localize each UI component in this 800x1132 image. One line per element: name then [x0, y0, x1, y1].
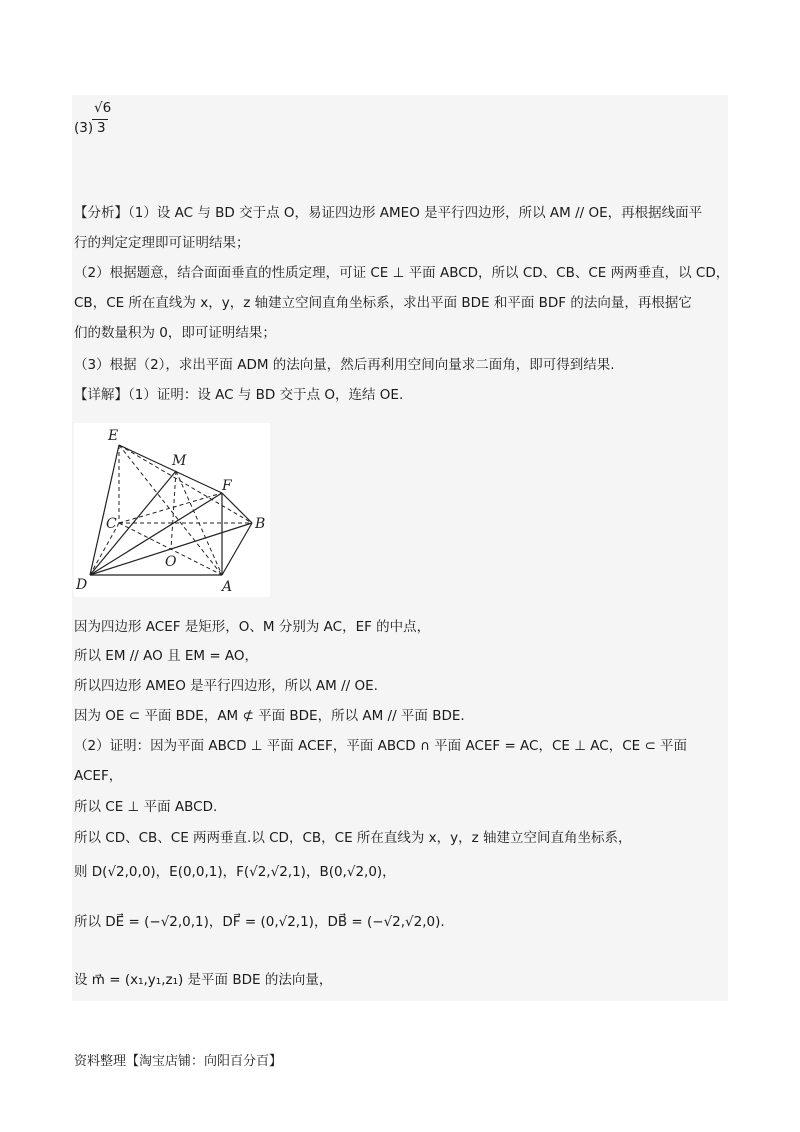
label-C: C	[106, 516, 117, 532]
label-O: O	[165, 554, 177, 570]
label-E: E	[108, 428, 119, 444]
label-M: M	[172, 453, 187, 469]
answer-3-label: (3)	[74, 120, 94, 136]
geometry-figure	[74, 423, 270, 597]
label-F: F	[222, 478, 232, 494]
detail-line-3: 所以 EM // AO 且 EM = AO，	[74, 648, 259, 664]
detail-line-10: 则 D(√2,0,0)，E(0,0,1)，F(√2,√2,1)，B(0,√2,0)，	[74, 864, 396, 880]
detail-line-7: ACEF，	[74, 768, 123, 784]
detail-line-2: 因为四边形 ACEF 是矩形，O、M 分别为 AC，EF 的中点，	[74, 619, 431, 635]
detail-line-8: 所以 CE ⊥ 平面 ABCD.	[74, 799, 218, 815]
detail-line-4: 所以四边形 AMEO 是平行四边形，所以 AM // OE.	[74, 678, 378, 694]
detail-line-1: 【详解】（1）证明：设 AC 与 BD 交于点 O，连结 OE.	[74, 387, 404, 403]
detail-line-6: （2）证明：因为平面 ABCD ⊥ 平面 ACEF，平面 ABCD ∩ 平面 ACEF = AC，CE ⊥ AC，CE ⊂ 平面	[74, 738, 688, 754]
solid-diagram	[74, 423, 270, 597]
label-D: D	[76, 577, 88, 593]
analysis-line-1: 【分析】（1）设 AC 与 BD 交于点 O，易证四边形 AMEO 是平行四边形，所以 AM // OE，再根据线面平	[74, 205, 703, 221]
analysis-line-4: CB，CE 所在直线为 x，y，z 轴建立空间直角坐标系，求出平面 BDE 和平面 BDF 的法向量，再根据它	[74, 295, 692, 311]
detail-line-12: 设 m⃗ = (x₁,y₁,z₁) 是平面 BDE 的法向量，	[74, 972, 333, 988]
footer-source: 资料整理【淘宝店铺：向阳百分百】	[74, 1054, 283, 1069]
detail-line-9: 所以 CD、CB、CE 两两垂直.以 CD，CB，CE 所在直线为 x，y，z 轴建立空间直角坐标系，	[74, 830, 632, 846]
analysis-line-2: 行的判定定理即可证明结果；	[74, 235, 250, 251]
analysis-line-5: 们的数量积为 0，即可证明结果；	[74, 325, 276, 341]
detail-line-11: 所以 DE⃗ = (−√2,0,1)，DF⃗ = (0,√2,1)，DB⃗ = (−√2,√2,0).	[74, 914, 445, 930]
answer-3-denominator: 3	[97, 120, 106, 136]
analysis-line-3: （2）根据题意，结合面面垂直的性质定理，可证 CE ⊥ 平面 ABCD，所以 CD、CB、CE 两两垂直，以 CD，	[74, 265, 730, 281]
detail-line-5: 因为 OE ⊂ 平面 BDE，AM ⊄ 平面 BDE，所以 AM // 平面 BDE.	[74, 708, 465, 724]
label-B: B	[255, 516, 266, 532]
answer-3-numerator: √6	[94, 100, 112, 116]
label-A: A	[222, 579, 233, 595]
analysis-line-6: （3）根据（2），求出平面 ADM 的法向量，然后再利用空间向量求二面角，即可得到结果.	[74, 357, 615, 373]
